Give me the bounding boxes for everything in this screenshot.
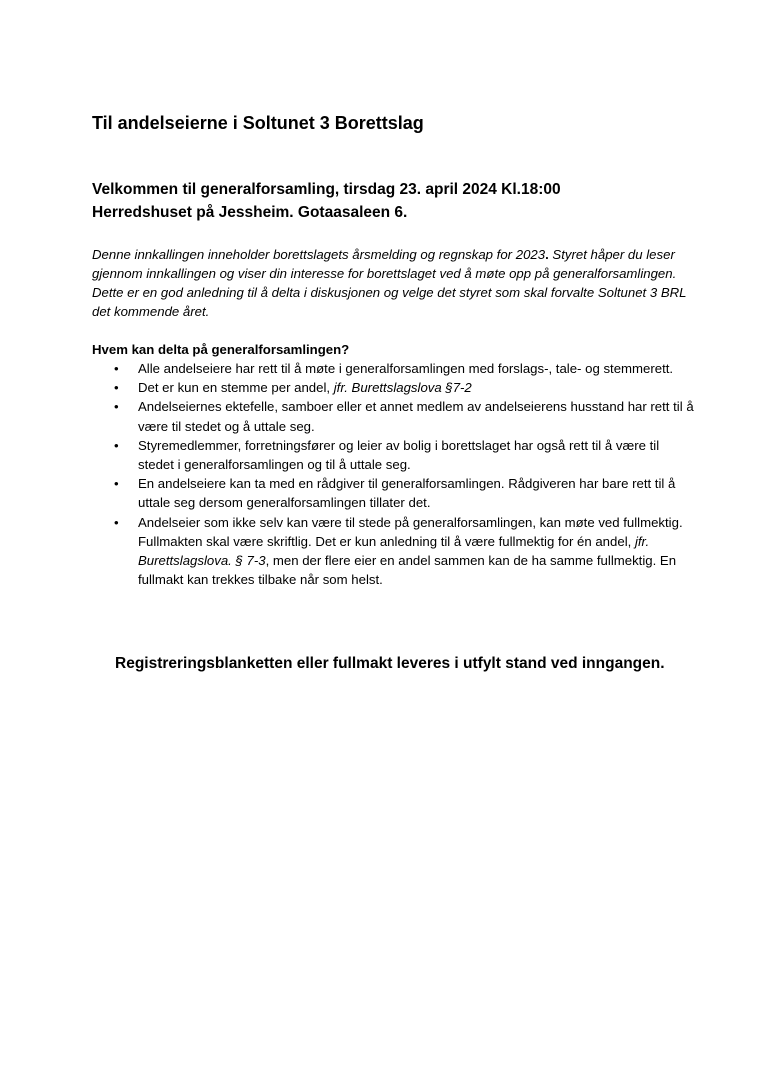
law-reference: jfr. Burettslagslova §7-2 <box>333 380 472 396</box>
list-item <box>92 359 697 378</box>
list-item-text: Andelseier som ikke selv kan være til stede på generalforsamlingen, kan møte ved fullmektig. Fullmakten skal være skriftlig. Det er kun anledning til å være fullmektig for én andel, <box>138 514 683 549</box>
list-item <box>92 378 697 397</box>
intro-text-part1: Denne innkallingen inneholder borettslagets årsmelding og regnskap for 2023 <box>92 247 546 262</box>
list-item-text: Styremedlemmer, forretningsfører og leier av bolig i borettslaget har også rett til å være til stedet i generalforsamlingen og til å uttale seg. <box>138 437 660 473</box>
law-reference: jfr. Burettslagslova. § 7-3 <box>138 533 650 569</box>
registration-note: Registreringsblanketten eller fullmakt leveres i utfylt stand ved inngangen. <box>115 655 665 672</box>
bullet-icon: • <box>114 399 119 415</box>
list-item-text: Andelseiernes ektefelle, samboer eller et annet medlem av andelseierens husstand har rett til å være til stedet og å uttale seg. <box>138 399 694 434</box>
list-item <box>92 513 697 590</box>
intro-text-part2: Styret håper du leser gjennom innkallingen og viser din interesse for borettslaget ved å møte opp på generalforsamlingen. Dette er en god anledning til å delta i diskusjonen og velge det styret som skal forvalte Soltunet 3 BRL det kommende året. <box>92 247 687 319</box>
who-can-attend-heading: Hvem kan delta på generalforsamlingen? <box>92 342 350 357</box>
welcome-location-line: Herredshuset på Jessheim. Gotaasaleen 6. <box>92 204 408 221</box>
list-item-text: Alle andelseiere har rett til å møte i generalforsamlingen med forslags-, tale- og stemmerett. <box>138 361 674 376</box>
intro-paragraph <box>92 245 692 321</box>
list-item <box>92 397 697 435</box>
bullet-icon: • <box>114 437 119 453</box>
list-item <box>92 436 697 474</box>
list-item-text: Det er kun en stemme per andel, <box>138 380 334 396</box>
welcome-date-line: Velkommen til generalforsamling, tirsdag 23. april 2024 Kl.18:00 <box>92 181 561 198</box>
document-title: Til andelseierne i Soltunet 3 Borettslag <box>92 113 424 133</box>
intro-bold-period: . <box>545 247 549 262</box>
bullet-icon: • <box>114 361 119 376</box>
list-item-text-continued: , men der flere eier en andel sammen kan de ha samme fullmektig. En fullmakt kan trekkes tilbake når som helst. <box>138 553 677 588</box>
bullet-icon: • <box>114 380 119 396</box>
bullet-icon: • <box>114 476 119 492</box>
attendance-rules-list <box>92 359 697 589</box>
welcome-heading <box>92 178 692 224</box>
bullet-icon: • <box>114 514 119 530</box>
list-item <box>92 474 697 512</box>
list-item-text: En andelseiere kan ta med en rådgiver til generalforsamlingen. Rådgiveren har bare rett til å uttale seg dersom generalforsamlingen tillater det. <box>138 476 676 511</box>
